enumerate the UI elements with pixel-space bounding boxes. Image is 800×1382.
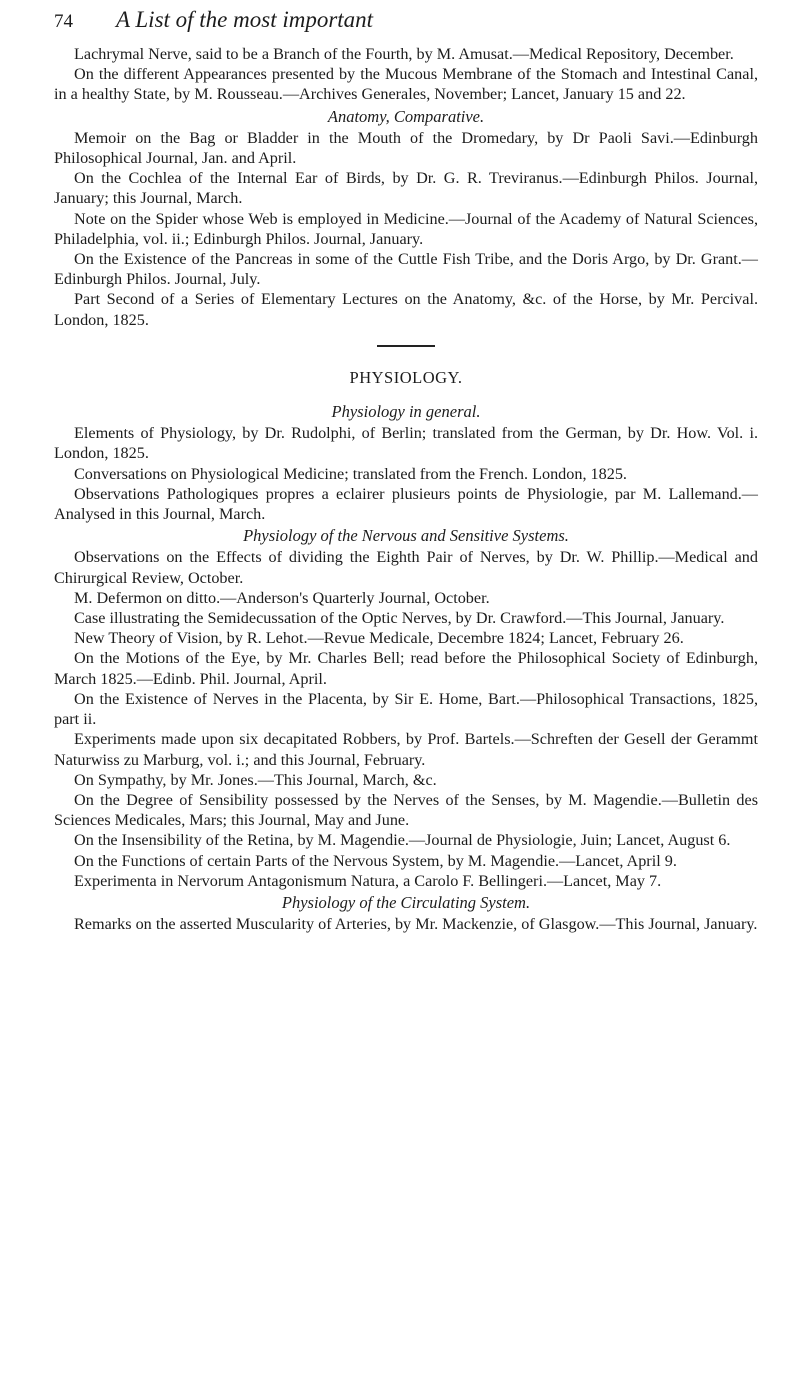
entry-sensibility-nerves: On the Degree of Sensibility possessed by the Nerves of the Senses, by M. Magendie.—Bulletin des Sciences Medicales, Mars; this Journal, May and June. bbox=[54, 790, 758, 830]
entry-theory-of-vision: New Theory of Vision, by R. Lehot.—Revue Medicale, Decembre 1824; Lancet, February 26. bbox=[74, 629, 684, 648]
subheading-anatomy-comparative: Anatomy, Comparative. bbox=[327, 106, 485, 126]
entry-spider-web: Note on the Spider whose Web is employed in Medicine.—Journal of the Academy of Natural Sciences, Philadelphia, vol. ii.; Edinburgh Philos. Journal, January. bbox=[54, 209, 758, 248]
entry-decapitated-robbers: Experiments made upon six decapitated Robbers, by Prof. Bartels.—Schreften der Gesell der Gerammt Naturwiss zu Marburg, vol. i.; and this Journal, February. bbox=[54, 730, 758, 769]
entry-cochlea-birds: On the Cochlea of the Internal Ear of Birds, by Dr. G. R. Treviranus.—Edinburgh Philos. Journal, January; this Journal, March. bbox=[54, 169, 758, 208]
comparative-anatomy-section bbox=[54, 128, 758, 330]
entry-muscularity-arteries: Remarks on the asserted Muscularity of Arteries, by Mr. Mackenzie, of Glasgow.—This Journal, January. bbox=[74, 915, 758, 934]
circulating-system-section bbox=[54, 914, 758, 934]
entry-functions-nervous-system: On the Functions of certain Parts of the Nervous System, by M. Magendie.—Lancet, April 9. bbox=[74, 851, 677, 870]
anatomy-continued-section bbox=[54, 44, 758, 105]
entry-mucous-membrane: On the different Appearances presented by the Mucous Membrane of the Stomach and Intestinal Canal, in a healthy State, by M. Rousseau.—Archives Generales, November; Lancet, January 15 and 22. bbox=[54, 65, 758, 104]
entry-defermon: M. Defermon on ditto.—Anderson's Quarterly Journal, October. bbox=[74, 588, 490, 607]
subheading-circulating-system: Physiology of the Circulating System. bbox=[281, 892, 531, 912]
entry-lachrymal-nerve: Lachrymal Nerve, said to be a Branch of the Fourth, by M. Amusat.—Medical Repository, December. bbox=[74, 45, 734, 63]
page-number: 74 bbox=[54, 11, 73, 32]
entry-optic-nerves: Case illustrating the Semidecussation of the Optic Nerves, by Dr. Crawford.—This Journal, January. bbox=[74, 609, 725, 628]
physiology-general-section bbox=[54, 423, 758, 524]
running-title: A List of the most important bbox=[116, 7, 374, 32]
entry-eighth-pair: Observations on the Effects of dividing the Eighth Pair of Nerves, by Dr. W. Phillip.—Medical and Chirurgical Review, October. bbox=[54, 548, 758, 587]
entry-horse-lectures: Part Second of a Series of Elementary Lectures on the Anatomy, &c. of the Horse, by Mr. Percival. London, 1825. bbox=[54, 290, 758, 329]
entry-lallemand: Observations Pathologiques propres a eclairer plusieurs points de Physiologie, par M. Lallemand.—Analysed in this Journal, March. bbox=[54, 484, 758, 524]
nervous-systems-section bbox=[54, 547, 758, 890]
entry-conversations: Conversations on Physiological Medicine; translated from the French. London, 1825. bbox=[74, 464, 627, 483]
running-header bbox=[54, 7, 758, 44]
subheading-physiology-general: Physiology in general. bbox=[331, 402, 481, 422]
entry-dromedary: Memoir on the Bag or Bladder in the Mouth of the Dromedary, by Dr Paoli Savi.—Edinburgh Philosophical Journal, Jan. and April. bbox=[54, 128, 758, 168]
entry-sympathy: On Sympathy, by Mr. Jones.—This Journal, March, &c. bbox=[74, 770, 437, 789]
entry-nerves-placenta: On the Existence of Nerves in the Placenta, by Sir E. Home, Bart.—Philosophical Transactions, 1825, part ii. bbox=[54, 689, 758, 729]
subheading-nervous-systems: Physiology of the Nervous and Sensitive Systems. bbox=[243, 526, 569, 546]
entry-rudolphi: Elements of Physiology, by Dr. Rudolphi, of Berlin; translated from the German, by Dr. How. Vol. i. London, 1825. bbox=[54, 424, 758, 463]
section-divider bbox=[377, 345, 435, 347]
section-heading-physiology: PHYSIOLOGY. bbox=[349, 367, 463, 387]
entry-pancreas-cuttle-fish: On the Existence of the Pancreas in some of the Cuttle Fish Tribe, and the Doris Argo, by Dr. Grant.—Edinburgh Philos. Journal, July. bbox=[54, 250, 758, 289]
entry-motions-of-eye: On the Motions of the Eye, by Mr. Charles Bell; read before the Philosophical Society of Edinburgh, March 1825.—Edinb. Phil. Journal, April. bbox=[54, 649, 758, 688]
entry-insensibility-retina: On the Insensibility of the Retina, by M. Magendie.—Journal de Physiologie, Juin; Lancet, August 6. bbox=[74, 831, 731, 850]
entry-bellingeri: Experimenta in Nervorum Antagonismum Natura, a Carolo F. Bellingeri.—Lancet, May 7. bbox=[74, 871, 662, 890]
